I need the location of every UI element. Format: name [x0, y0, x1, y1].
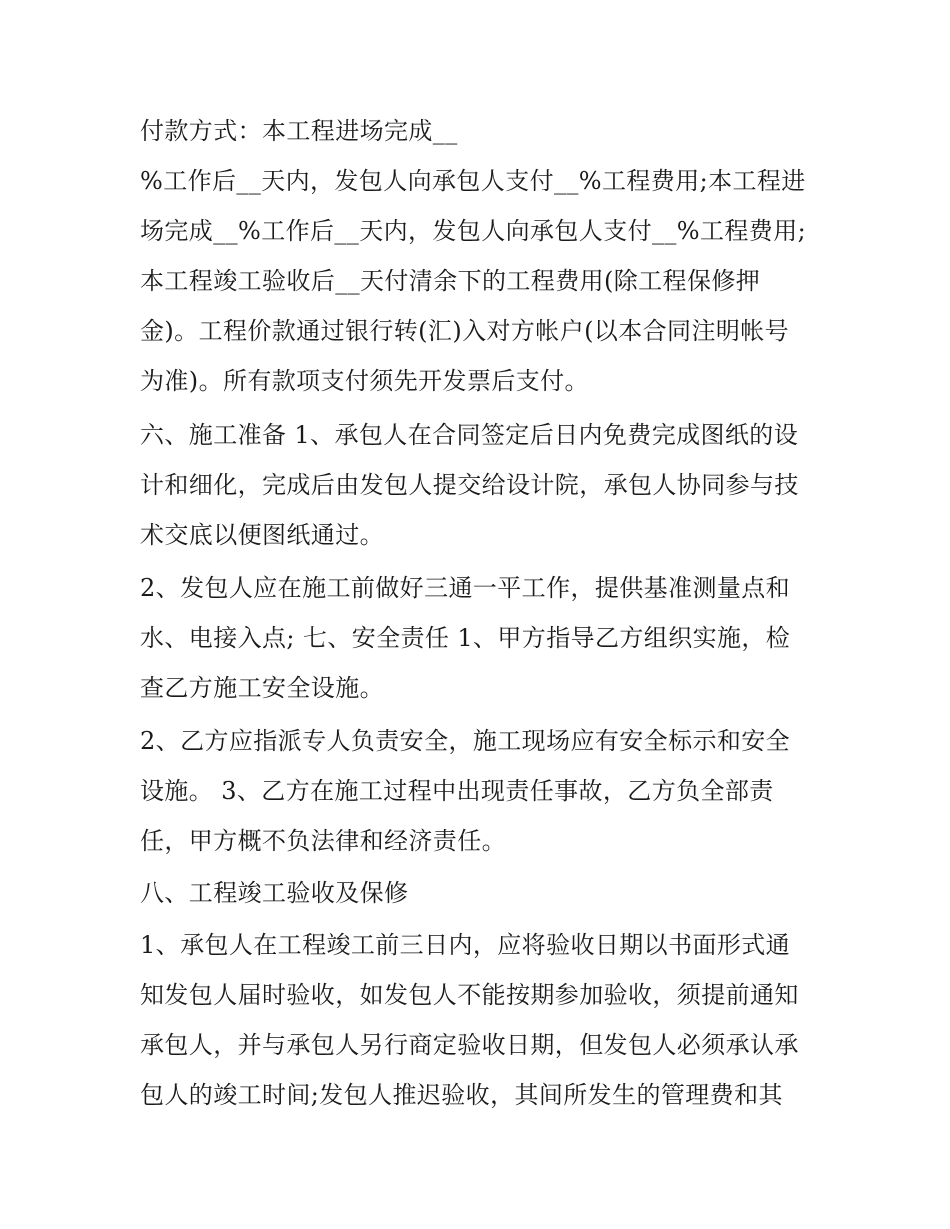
- text-line: 设施。 3、乙方在施工过程中出现责任事故，乙方负全部责: [140, 777, 774, 805]
- text-line: 场完成__%工作后__天内，发包人向承包人支付__%工程费用;: [140, 217, 807, 245]
- text-line: %工作后__天内，发包人向承包人支付__%工程费用;本工程进: [140, 167, 806, 195]
- section-heading: 八、工程竣工验收及保修: [140, 879, 409, 907]
- text-line: 水、电接入点; 七、安全责任 1、甲方指导乙方组织实施，检: [140, 624, 791, 652]
- text-line: 查乙方施工安全设施。: [140, 674, 384, 702]
- text-line: 付款方式：本工程进场完成__: [140, 117, 458, 145]
- text-line: 计和细化，完成后由发包人提交给设计院，承包人协同参与技: [140, 471, 799, 499]
- text-line: 2、乙方应指派专人负责安全，施工现场应有安全标示和安全: [140, 727, 791, 755]
- text-line: 金)。工程价款通过银行转(汇)入对方帐户(以本合同注明帐号: [140, 317, 790, 345]
- text-line: 术交底以便图纸通过。: [140, 521, 384, 549]
- text-line: 知发包人届时验收，如发包人不能按期参加验收，须提前通知: [140, 981, 799, 1009]
- text-line: 六、施工准备 1、承包人在合同签定后日内免费完成图纸的设: [140, 421, 799, 449]
- text-line: 本工程竣工验收后__天付清余下的工程费用(除工程保修押: [140, 267, 761, 295]
- text-line: 任，甲方概不负法律和经济责任。: [140, 827, 506, 855]
- text-line: 包人的竣工时间;发包人推迟验收，其间所发生的管理费和其: [140, 1081, 783, 1109]
- text-line: 2、发包人应在施工前做好三通一平工作，提供基准测量点和: [140, 574, 791, 602]
- text-line: 承包人，并与承包人另行商定验收日期，但发包人必须承认承: [140, 1031, 799, 1059]
- text-line: 1、承包人在工程竣工前三日内，应将验收日期以书面形式通: [140, 931, 791, 959]
- text-line: 为准)。所有款项支付须先开发票后支付。: [140, 367, 589, 395]
